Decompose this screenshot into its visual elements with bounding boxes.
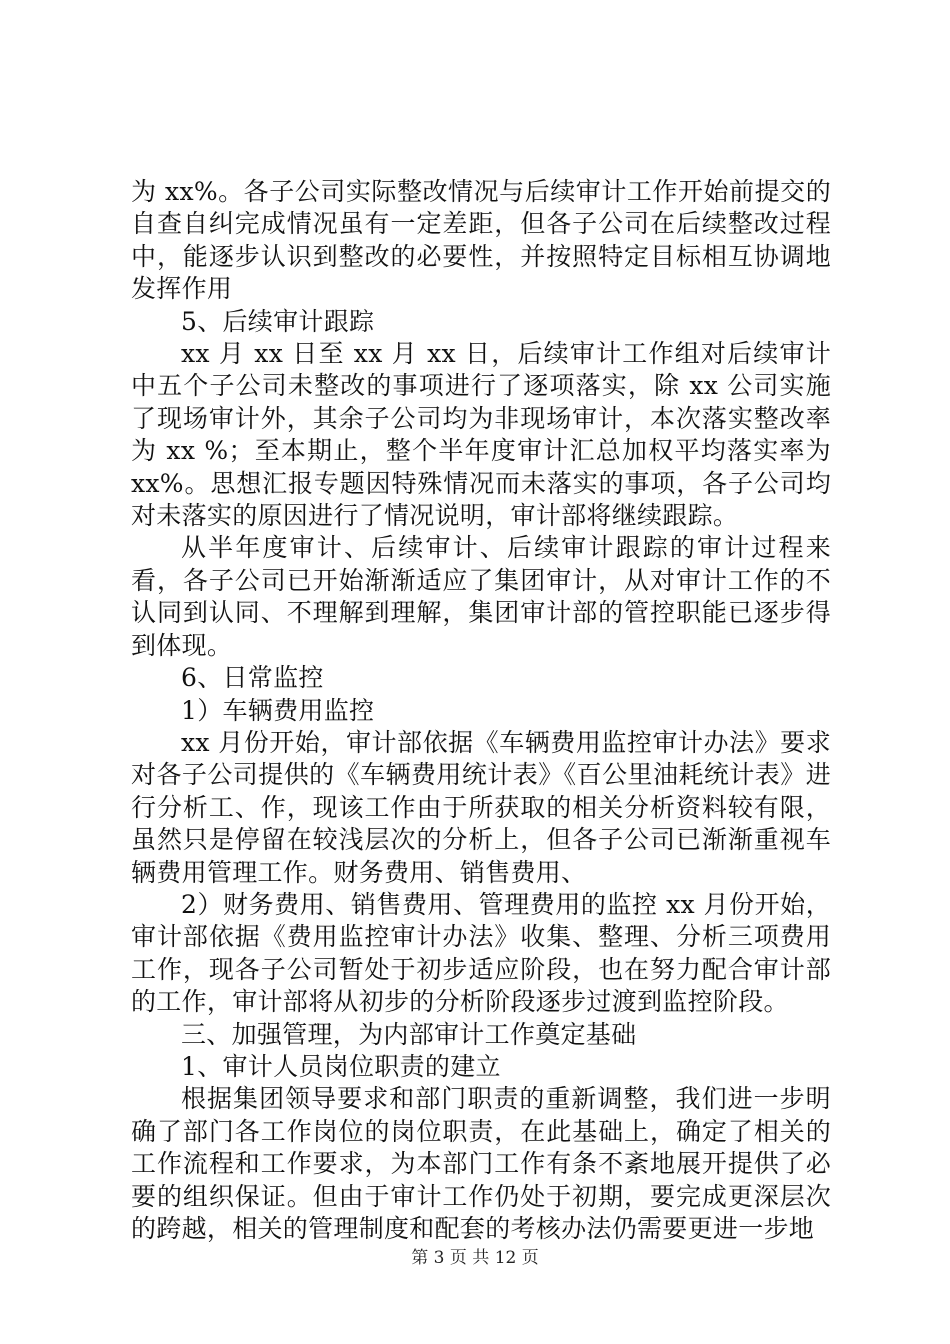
paragraph: xx 月 xx 日至 xx 月 xx 日，后续审计工作组对后续审计中五个子公司未整改的事项进行了逐项落实，除 xx 公司实施了现场审计外，其余子公司均为非现场审计，本次落实整改率为 xx %；至本期止，整个半年度审计汇总加权平均落实率为 xx%。思想汇报专题因特殊情况而未落实的事项，各子公司均对未落实的原因进行了情况说明，审计部将继续跟踪。 <box>131 339 831 531</box>
chapter-heading-3: 三、加强管理，为内部审计工作奠定基础 <box>181 1019 637 1049</box>
paragraph-continuation: 为 xx%。各子公司实际整改情况与后续审计工作开始前提交的自查自纠完成情况虽有一定差距，但各子公司在后续整改过程中，能逐步认识到整改的必要性，并按照特定目标相互协调地发挥作用 <box>131 177 831 304</box>
page-footer: 第 3 页 共 12 页 <box>411 1248 539 1268</box>
paragraph: 根据集团领导要求和部门职责的重新调整，我们进一步明确了部门各工作岗位的岗位职责，在此基础上，确定了相关的工作流程和工作要求，为本部门工作有条不紊地展开提供了必要的组织保证。但由于审计工作仍处于初期，要完成更深层次的跨越，相关的管理制度和配套的考核办法仍需要更进一步地 <box>131 1084 831 1243</box>
paragraph: xx 月份开始，审计部依据《车辆费用监控审计办法》要求对各子公司提供的《车辆费用统计表》《百公里油耗统计表》进行分析工、作，现该工作由于所获取的相关分析资料较有限，虽然只是停留在较浅层次的分析上，但各子公司已渐渐重视车辆费用管理工作。财务费用、销售费用、 <box>131 727 831 887</box>
paragraph: 从半年度审计、后续审计、后续审计跟踪的审计过程来看，各子公司已开始渐渐适应了集团审计，从对审计工作的不认同到认同、不理解到理解，集团审计部的管控职能已逐步得到体现。 <box>131 533 831 660</box>
paragraph: 2）财务费用、销售费用、管理费用的监控 xx 月份开始，审计部依据《费用监控审计办法》收集、整理、分析三项费用工作，现各子公司暂处于初步适应阶段，也在努力配合审计部的工作，审计部将从初步的分析阶段逐步过渡到监控阶段。 <box>131 889 831 1017</box>
section-heading-5: 5、后续审计跟踪 <box>181 306 375 336</box>
section-heading-6: 6、日常监控 <box>181 663 324 693</box>
subsection-heading-1: 1）车辆费用监控 <box>181 695 375 725</box>
section-heading-1: 1、审计人员岗位职责的建立 <box>181 1051 501 1081</box>
document-body <box>131 176 831 1245</box>
